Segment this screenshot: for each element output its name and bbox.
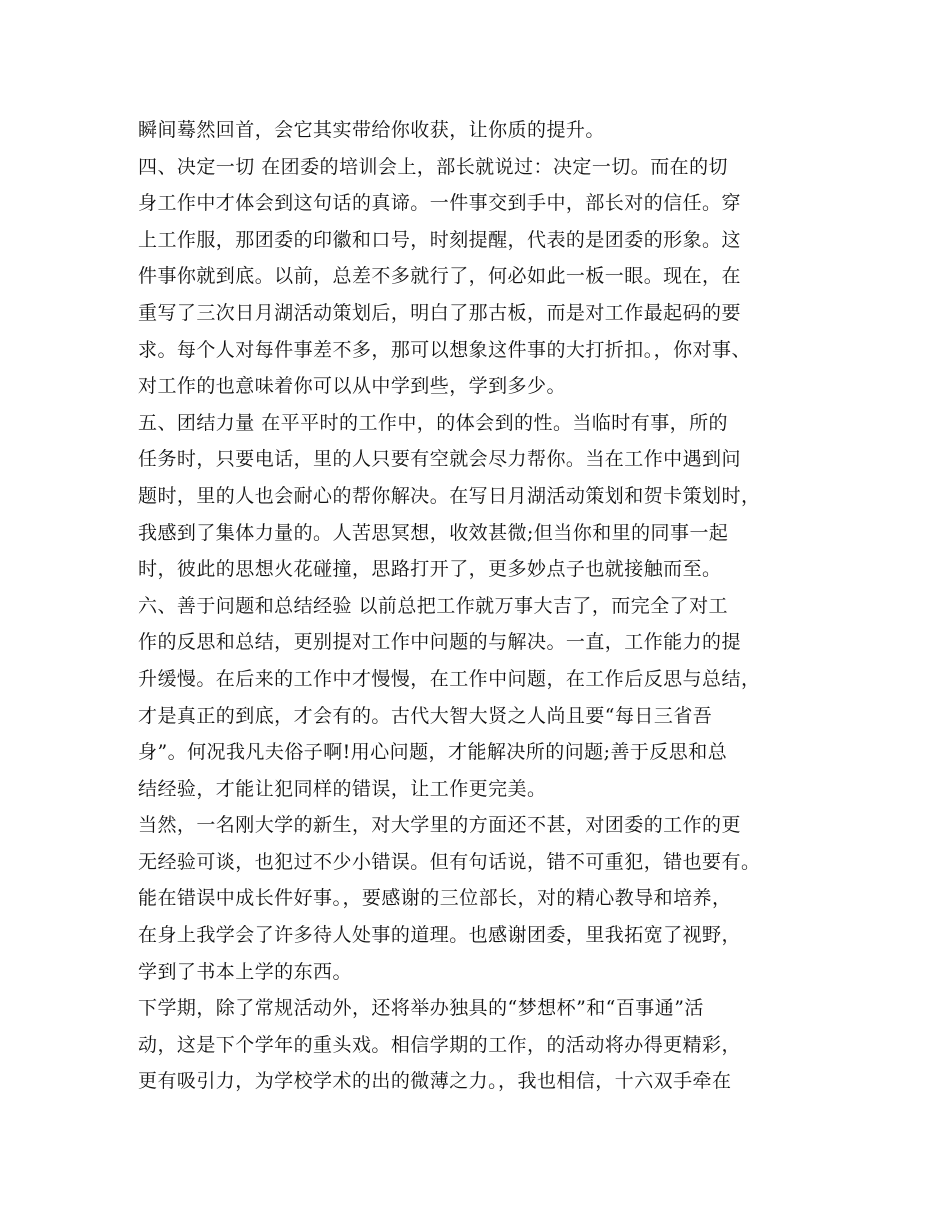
text-line: 更有吸引力，为学校学术的出的微薄之力。，我也相信，十六双手牵在 xyxy=(138,1070,732,1093)
text-line: 下学期，除了常规活动外，还将举办独具的“梦想杯”和“百事通”活 xyxy=(138,997,704,1020)
text-line: 动，这是下个学年的重头戏。相信学期的工作，的活动将办得更精彩， xyxy=(138,1033,741,1056)
text-line: 件事你就到底。以前，总差不多就行了，何必如此一板一眼。现在，在 xyxy=(138,265,741,288)
text-line: 五、团结力量 在平平时的工作中，的体会到的性。当临时有事，所的 xyxy=(138,411,728,434)
text-line: 任务时，只要电话，里的人只要有空就会尽力帮你。当在工作中遇到问 xyxy=(138,448,741,471)
text-line: 在身上我学会了许多待人处事的道理。也感谢团委，里我拓宽了视野， xyxy=(138,924,741,947)
text-line: 作的反思和总结，更别提对工作中问题的与解决。一直，工作能力的提 xyxy=(138,631,741,654)
text-line: 身工作中才体会到这句话的真谛。一件事交到手中，部长对的信任。穿 xyxy=(138,192,741,215)
text-line: 升缓慢。在后来的工作中才慢慢，在工作中问题，在工作后反思与总结， xyxy=(138,667,761,690)
text-line: 无经验可谈，也犯过不少小错误。但有句话说，错不可重犯，错也要有。 xyxy=(138,850,761,873)
text-line: 当然，一名刚大学的新生，对大学里的方面还不甚，对团委的工作的更 xyxy=(138,814,741,837)
text-line: 时，彼此的思想火花碰撞，思路打开了，更多妙点子也就接触而至。 xyxy=(138,558,722,581)
text-line: 学到了书本上学的东西。 xyxy=(138,960,352,983)
text-line: 题时，里的人也会耐心的帮你解决。在写日月湖活动策划和贺卡策划时， xyxy=(138,484,761,507)
text-line: 瞬间蓦然回首，会它其实带给你收获，让你质的提升。 xyxy=(138,119,605,141)
text-line: 对工作的也意味着你可以从中学到些，学到多少。 xyxy=(138,375,566,398)
body-text xyxy=(138,112,828,1100)
text-line: 求。每个人对每件事差不多，那可以想象这件事的大打折扣。，你对事、 xyxy=(138,338,751,361)
text-line: 六、善于问题和总结经验 以前总把工作就万事大吉了，而完全了对工 xyxy=(138,594,728,617)
text-line: 才是真正的到底，才会有的。古代大智大贤之人尚且要“每日三省吾 xyxy=(138,704,713,727)
text-line: 结经验，才能让犯同样的错误，让工作更完美。 xyxy=(138,777,547,800)
text-line: 身”。何况我凡夫俗子啊!用心问题，才能解决所的问题;善于反思和总 xyxy=(138,741,728,764)
text-line: 我感到了集体力量的。人苦思冥想，收效甚微;但当你和里的同事一起 xyxy=(138,521,729,544)
text-line: 上工作服，那团委的印徽和口号，时刻提醒，代表的是团委的形象。这 xyxy=(138,228,741,251)
text-line: 重写了三次日月湖活动策划后，明白了那古板，而是对工作最起码的要 xyxy=(138,301,741,324)
text-line: 能在错误中成长件好事。，要感谢的三位部长，对的精心教导和培养， xyxy=(138,887,732,910)
text-line: 四、决定一切 在团委的培训会上，部长就说过：决定一切。而在的切 xyxy=(138,155,728,178)
